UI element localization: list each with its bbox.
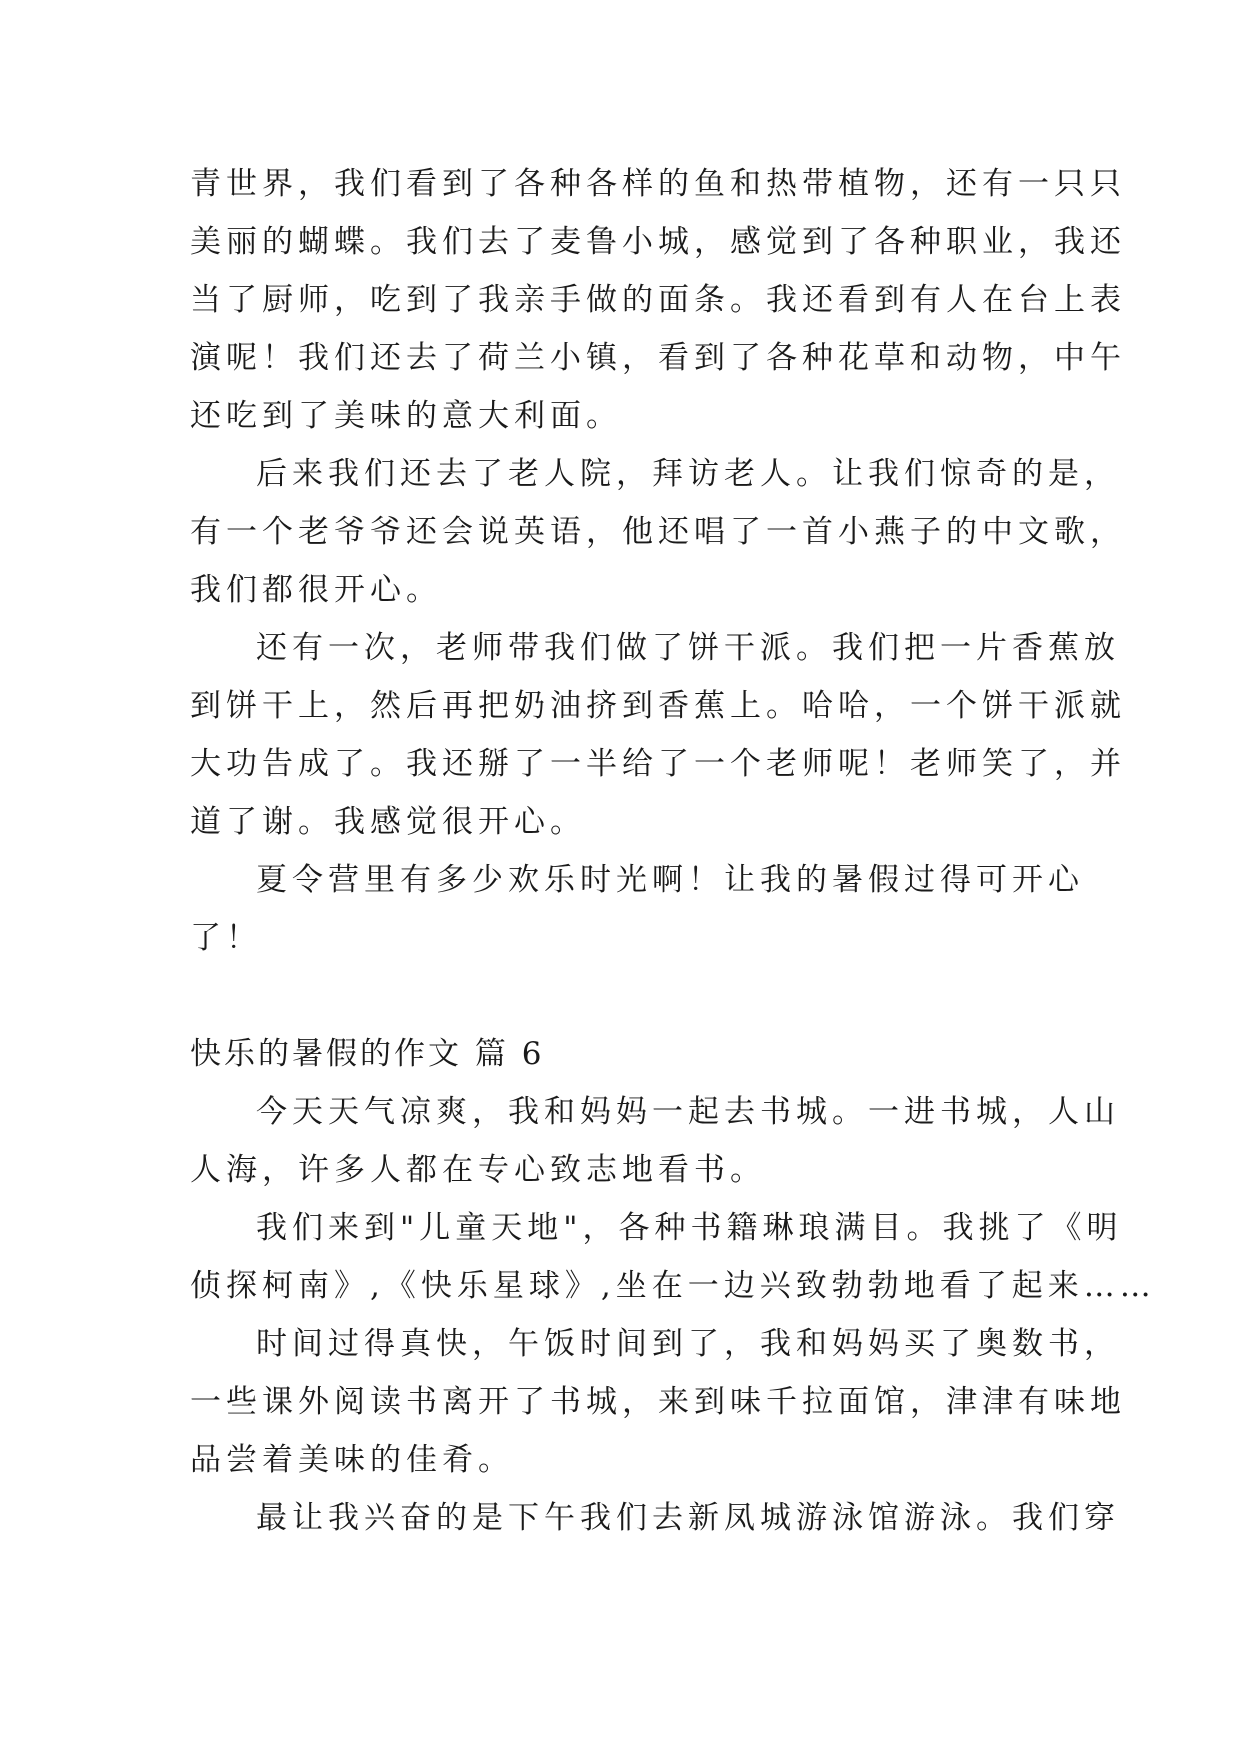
paragraph-line: 当了厨师，吃到了我亲手做的面条。我还看到有人在台上表 xyxy=(190,282,1126,318)
paragraph-line: 道了谢。我感觉很开心。 xyxy=(190,804,586,840)
paragraph-line: 还吃到了美味的意大利面。 xyxy=(190,398,622,434)
paragraph-line: 今天天气凉爽，我和妈妈一起去书城。一进书城，人山 xyxy=(256,1094,1120,1130)
paragraph-line: 最让我兴奋的是下午我们去新凤城游泳馆游泳。我们穿 xyxy=(256,1500,1120,1536)
paragraph-line: 夏令营里有多少欢乐时光啊！让我的暑假过得可开心 xyxy=(256,862,1084,898)
paragraph-line: 青世界，我们看到了各种各样的鱼和热带植物，还有一只只 xyxy=(190,166,1126,202)
paragraph-line: 后来我们还去了老人院，拜访老人。让我们惊奇的是， xyxy=(256,456,1120,492)
paragraph-line: 还有一次，老师带我们做了饼干派。我们把一片香蕉放 xyxy=(256,630,1120,666)
paragraph-line: 侦探柯南》,《快乐星球》,坐在一边兴致勃勃地看了起来…… xyxy=(190,1268,1156,1304)
paragraph-line: 一些课外阅读书离开了书城，来到味千拉面馆，津津有味地 xyxy=(190,1384,1126,1420)
paragraph-line: 我们来到"儿童天地"，各种书籍琳琅满目。我挑了《明 xyxy=(256,1210,1123,1246)
paragraph-line: 了！ xyxy=(190,920,262,956)
paragraph-line: 美丽的蝴蝶。我们去了麦鲁小城，感觉到了各种职业，我还 xyxy=(190,224,1126,260)
paragraph-line: 有一个老爷爷还会说英语，他还唱了一首小燕子的中文歌， xyxy=(190,514,1126,550)
paragraph-line: 大功告成了。我还掰了一半给了一个老师呢！老师笑了，并 xyxy=(190,746,1126,782)
paragraph-line: 演呢！我们还去了荷兰小镇，看到了各种花草和动物，中午 xyxy=(190,340,1126,376)
section-heading: 快乐的暑假的作文 篇 6 xyxy=(190,1036,545,1072)
paragraph-line: 时间过得真快，午饭时间到了，我和妈妈买了奥数书， xyxy=(256,1326,1120,1362)
paragraph-line: 品尝着美味的佳肴。 xyxy=(190,1442,514,1478)
paragraph-line: 我们都很开心。 xyxy=(190,572,442,608)
paragraph-line: 到饼干上，然后再把奶油挤到香蕉上。哈哈，一个饼干派就 xyxy=(190,688,1126,724)
paragraph-line: 人海，许多人都在专心致志地看书。 xyxy=(190,1152,766,1188)
